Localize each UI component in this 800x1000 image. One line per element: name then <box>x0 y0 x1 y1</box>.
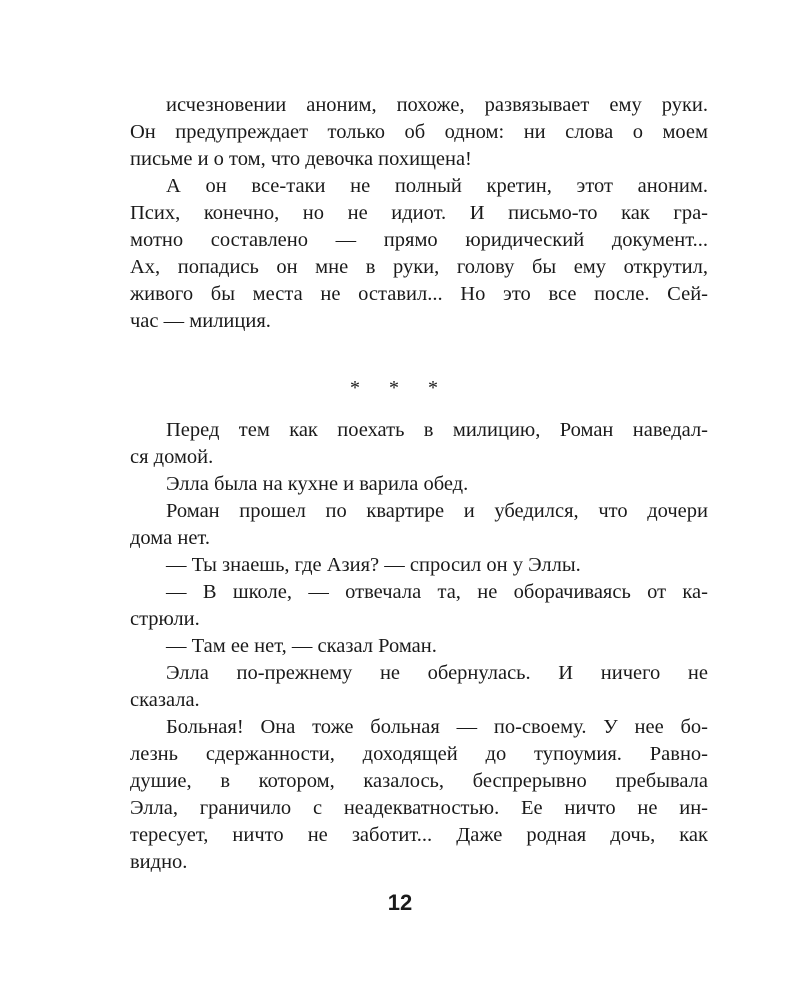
text-line: Он предупреждает только об одном: ни слова о моем <box>130 121 708 143</box>
text-line: Псих, конечно, но не идиот. И письмо-то как гра- <box>130 202 708 224</box>
page-number: 12 <box>387 890 413 915</box>
text-line: сказала. <box>130 689 200 711</box>
text-line: видно. <box>130 851 188 873</box>
text-line: душие, в котором, казалось, беспрерывно пребывала <box>130 770 708 792</box>
text-line: Ах, попадись он мне в руки, голову бы ему открутил, <box>130 256 708 278</box>
paragraph <box>130 498 708 552</box>
text-line: Роман прошел по квартире и убедился, что дочери <box>166 500 708 522</box>
text-line: — В школе, — отвечала та, не оборачиваясь от ка- <box>166 581 708 603</box>
text-line: час — милиция. <box>130 310 271 332</box>
text-line: ся домой. <box>130 446 214 468</box>
text-line: Элла была на кухне и варила обед. <box>166 473 469 495</box>
text-line: живого бы места не оставил... Но это все после. Сей- <box>130 283 708 305</box>
text-line: Перед тем как поехать в милицию, Роман наведал- <box>166 419 708 441</box>
text-line: исчезновении аноним, похоже, развязывает ему руки. <box>166 94 708 116</box>
text-line: А он все-таки не полный кретин, этот аноним. <box>166 175 708 197</box>
paragraph <box>130 417 708 471</box>
paragraph <box>130 660 708 714</box>
text-section-bottom <box>130 417 708 876</box>
text-line: лезнь сдержанности, доходящей до тупоумия. Равно- <box>130 743 708 765</box>
text-line: мотно составлено — прямо юридический документ... <box>130 229 708 251</box>
section-separator: * * * <box>350 377 450 399</box>
text-line: — Там ее нет, — сказал Роман. <box>166 635 437 657</box>
text-section-top <box>130 92 708 335</box>
text-line: Элла по-прежнему не обернулась. И ничего не <box>166 662 708 684</box>
paragraph <box>130 579 708 633</box>
text-line: письме и о том, что девочка похищена! <box>130 148 472 170</box>
paragraph <box>130 552 708 579</box>
paragraph <box>130 714 708 876</box>
paragraph <box>130 633 708 660</box>
paragraph <box>130 173 708 335</box>
text-line: — Ты знаешь, где Азия? — спросил он у Эллы. <box>166 554 581 576</box>
text-line: тересует, ничто не заботит... Даже родная дочь, как <box>130 824 708 846</box>
text-line: Больная! Она тоже больная — по-своему. У нее бо- <box>166 716 708 738</box>
text-line: Элла, граничило с неадекватностью. Ее ничто не ин- <box>130 797 708 819</box>
paragraph <box>130 92 708 173</box>
paragraph <box>130 471 708 498</box>
text-line: стрюли. <box>130 608 200 630</box>
text-line: дома нет. <box>130 527 210 549</box>
